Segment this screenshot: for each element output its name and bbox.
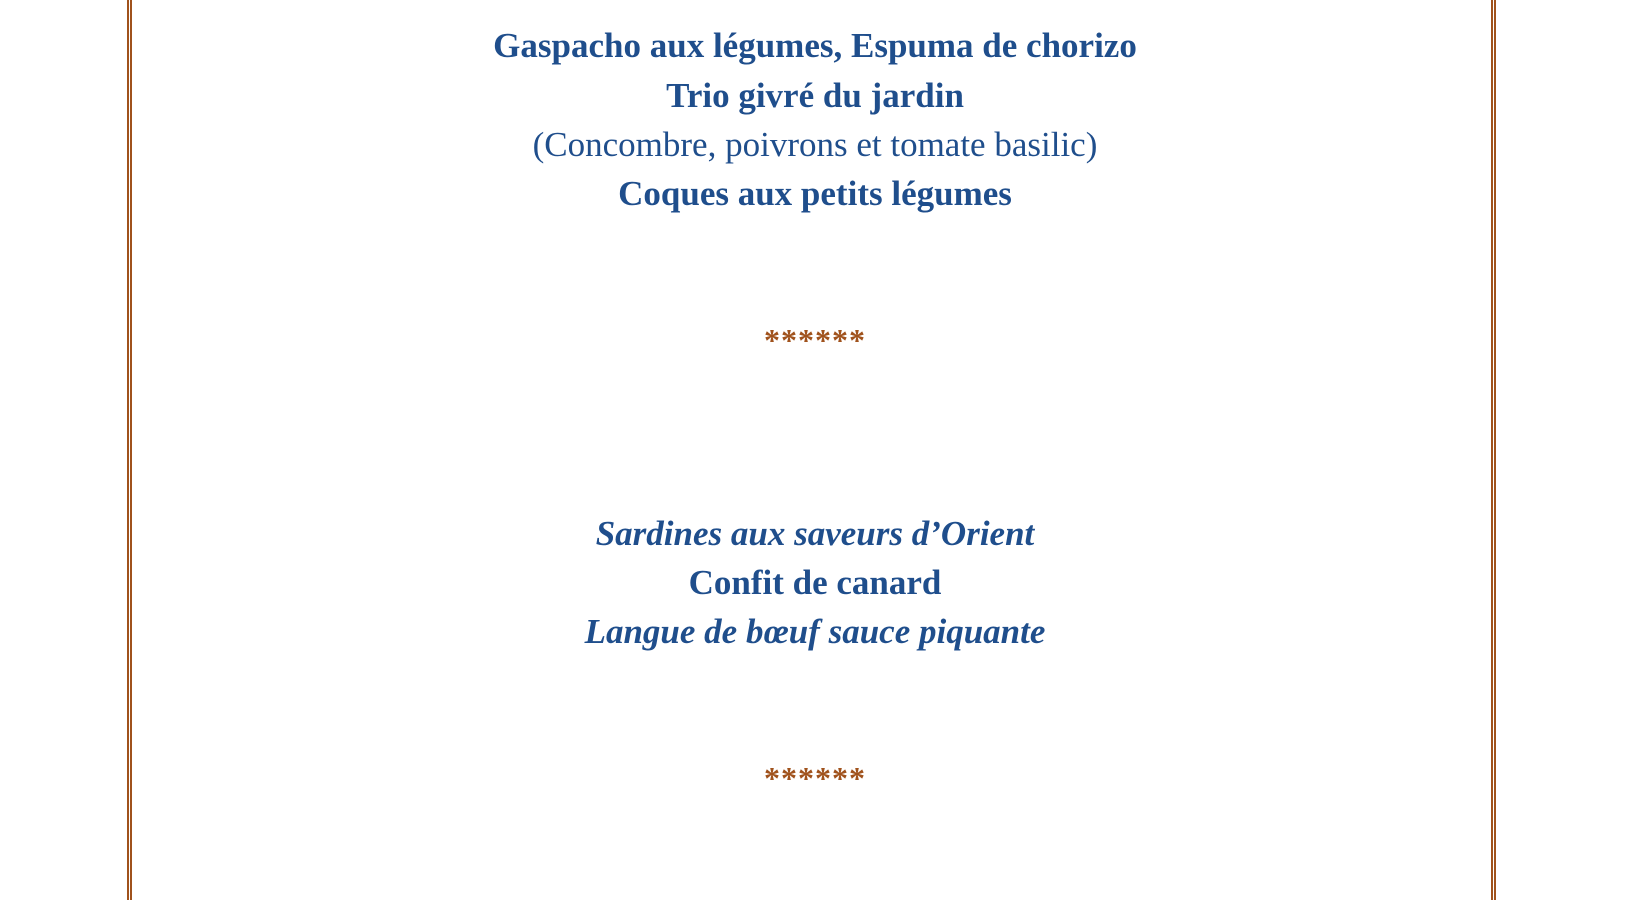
menu-item-sardines: Sardines aux saveurs d’Orient <box>595 514 1035 553</box>
menu-item-coques: Coques aux petits légumes <box>618 174 1012 213</box>
menu-item-gaspacho: Gaspacho aux légumes, Espuma de chorizo <box>493 26 1137 65</box>
menu-item-langue-boeuf: Langue de bœuf sauce piquante <box>584 612 1046 651</box>
menu-item-trio-givre: Trio givré du jardin <box>666 76 964 115</box>
menu-item-trio-givre-detail: (Concombre, poivrons et tomate basilic) <box>532 125 1098 164</box>
course-separator: ****** <box>764 760 866 796</box>
course-separator: ****** <box>764 322 866 358</box>
menu-item-confit-canard: Confit de canard <box>688 563 942 602</box>
